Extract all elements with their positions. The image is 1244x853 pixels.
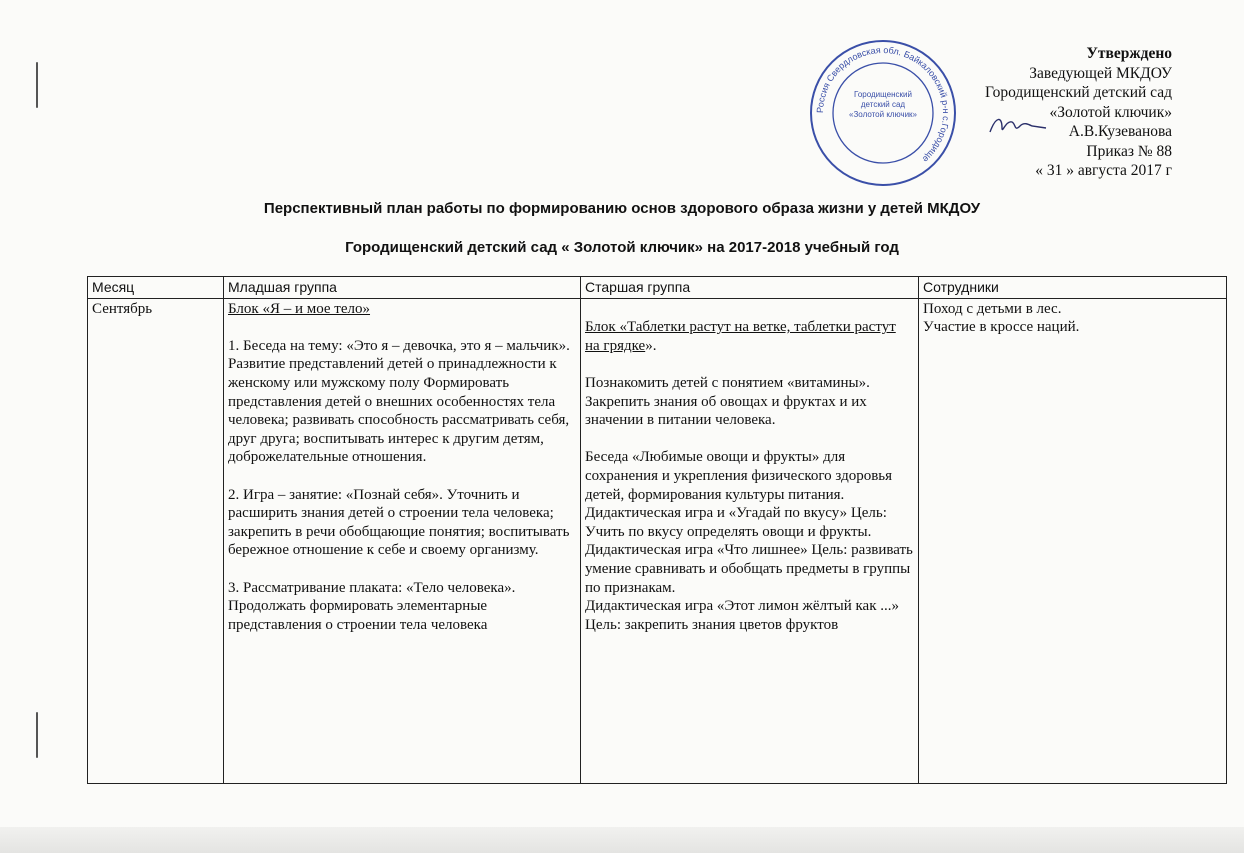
stamp-center-text: Городищенский детский сад «Золотой ключик» [849,90,917,119]
senior-block-title-tail: ». [645,337,657,354]
senior-paragraph: Беседа «Любимые овощи и фрукты» для сохранения и укрепления физического здоровья детей, формирования культуры питания. [585,449,893,503]
month-label: Сентябрь [92,300,153,317]
punch-mark-top [36,62,38,108]
document-subtitle: Городищенский детский сад « Золотой ключик» на 2017-2018 учебный год [345,239,899,256]
senior-block-title [585,318,914,355]
header-month: Месяц [88,277,224,299]
plan-table [87,276,1227,784]
senior-paragraph: Познакомить детей с понятием «витамины». Закрепить знания об овощах и фруктах и их значении в питании человека. [585,374,870,429]
approval-line: « 31 » августа 2017 г [1035,162,1172,179]
header-staff: Сотрудники [919,277,1227,299]
table-row [88,298,1227,783]
junior-block-title: Блок «Я – и мое тело» [228,300,371,317]
senior-paragraph: Дидактическая игра «Этот лимон жёлтый как ...» Цель: закрепить знания цветов фруктов [585,598,899,633]
staff-cell [919,298,1227,783]
table-header-row [88,277,1227,299]
junior-cell [224,298,581,783]
senior-cell [581,298,919,783]
junior-paragraph: 3. Рассматривание плаката: «Тело человека». [228,579,516,596]
approval-line: Городищенский детский сад [984,84,1172,101]
stamp-ring-text: Россия Свердловская обл. Байкаловский р-н с.Городище [814,44,952,165]
document-title: Перспективный план работы по формированию основ здорового образа жизни у детей МКДОУ [263,200,981,217]
senior-block-title-text: Блок «Таблетки растут на ветке, таблетки растут на грядке [585,319,896,354]
approval-line: «Золотой ключик» [1049,103,1172,121]
junior-paragraph: 2. Игра – занятие: «Познай себя». Уточнить и расширить знания детей о строении тела человека; закрепить в речи обобщающие понятия; воспитывать бережное отношение к себе и своему организму. [228,486,570,559]
approval-heading: Утверждено [1086,45,1172,62]
staff-line: Поход с детьми в лес. [923,300,1062,317]
approval-line: Заведующей МКДОУ [1029,64,1172,82]
month-cell [88,298,224,783]
approval-block [985,44,1172,181]
header-senior-group: Старшая группа [581,277,919,299]
approval-line: Приказ № 88 [1086,142,1172,160]
official-stamp [808,38,958,188]
senior-paragraph: Дидактическая игра «Что лишнее» Цель: развивать умение сравнивать и обобщать предметы в группы по признакам. [585,542,913,596]
punch-mark-bottom [36,712,38,758]
senior-paragraph: Дидактическая игра и «Угадай по вкусу» Цель: Учить по вкусу определять овощи и фрукты. [585,505,887,540]
junior-paragraph: 1. Беседа на тему: «Это я – девочка, это я – мальчик». Развитие представлений детей о принадлежности к женскому или мужскому полу Формировать представления детей о внешних особенностях тела человека; развивать способность рассматривать себя, друг друга; воспитывать интерес к другим детям, доброжелательные отношения. [228,337,570,466]
staff-line: Участие в кроссе наций. [923,319,1080,336]
approval-line: А.В.Кузеванова [1068,123,1172,140]
junior-paragraph: Продолжать формировать элементарные представления о строении тела человека [228,598,488,633]
header-junior-group: Младшая группа [224,277,581,299]
scan-bottom-edge [0,827,1244,853]
